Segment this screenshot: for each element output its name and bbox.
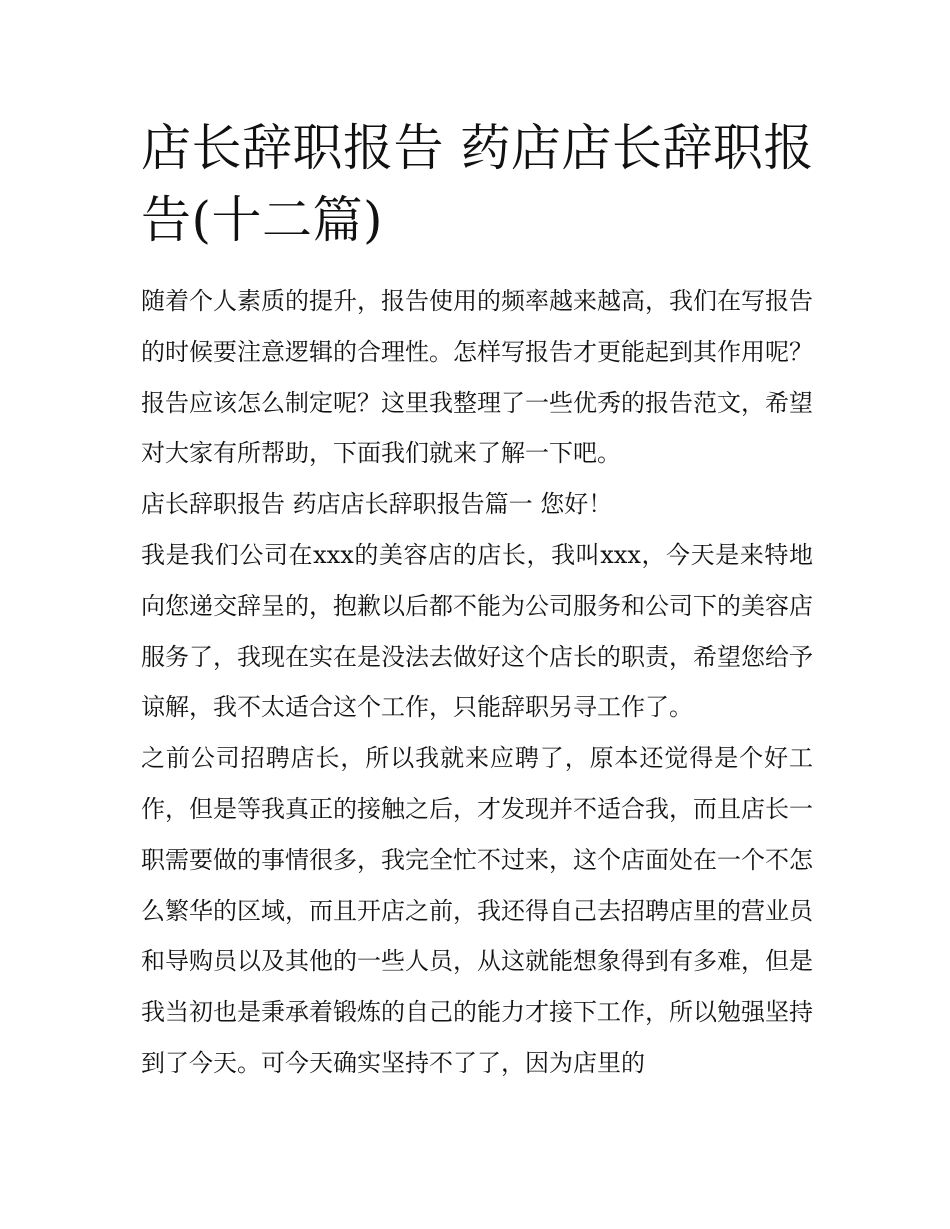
body-paragraph: 之前公司招聘店长，所以我就来应聘了，原本还觉得是个好工作，但是等我真正的接触之后，才发现并不适合我，而且店长一职需要做的事情很多，我完全忙不过来，这个店面处在一个不怎么繁华的区域，而且开店之前，我还得自己去招聘店里的营业员和导购员以及其他的一些人员，从这就能想象得到有多难，但是我当初也是秉承着锻炼的自己的能力才接下工作，所以勉强坚持到了今天。可今天确实坚持不了了，因为店里的 [141,744,813,1077]
document-title: 店长辞职报告 药店店长辞职报告(十二篇) [141,119,814,249]
document-body [141,276,813,1089]
body-paragraph: 我是我们公司在xxx的美容店的店长，我叫xxx，今天是来特地向您递交辞呈的，抱歉以后都不能为公司服务和公司下的美容店服务了，我现在实在是没法去做好这个店长的职责，希望您给予谅解，我不太适合这个工作，只能辞职另寻工作了。 [141,540,813,722]
section-heading-paragraph: 店长辞职报告 药店店长辞职报告篇一 您好！ [141,490,613,519]
intro-paragraph: 随着个人素质的提升，报告使用的频率越来越高，我们在写报告的时候要注意逻辑的合理性。怎样写报告才更能起到其作用呢？报告应该怎么制定呢？这里我整理了一些优秀的报告范文，希望对大家有所帮助，下面我们就来了解一下吧。 [141,287,813,468]
